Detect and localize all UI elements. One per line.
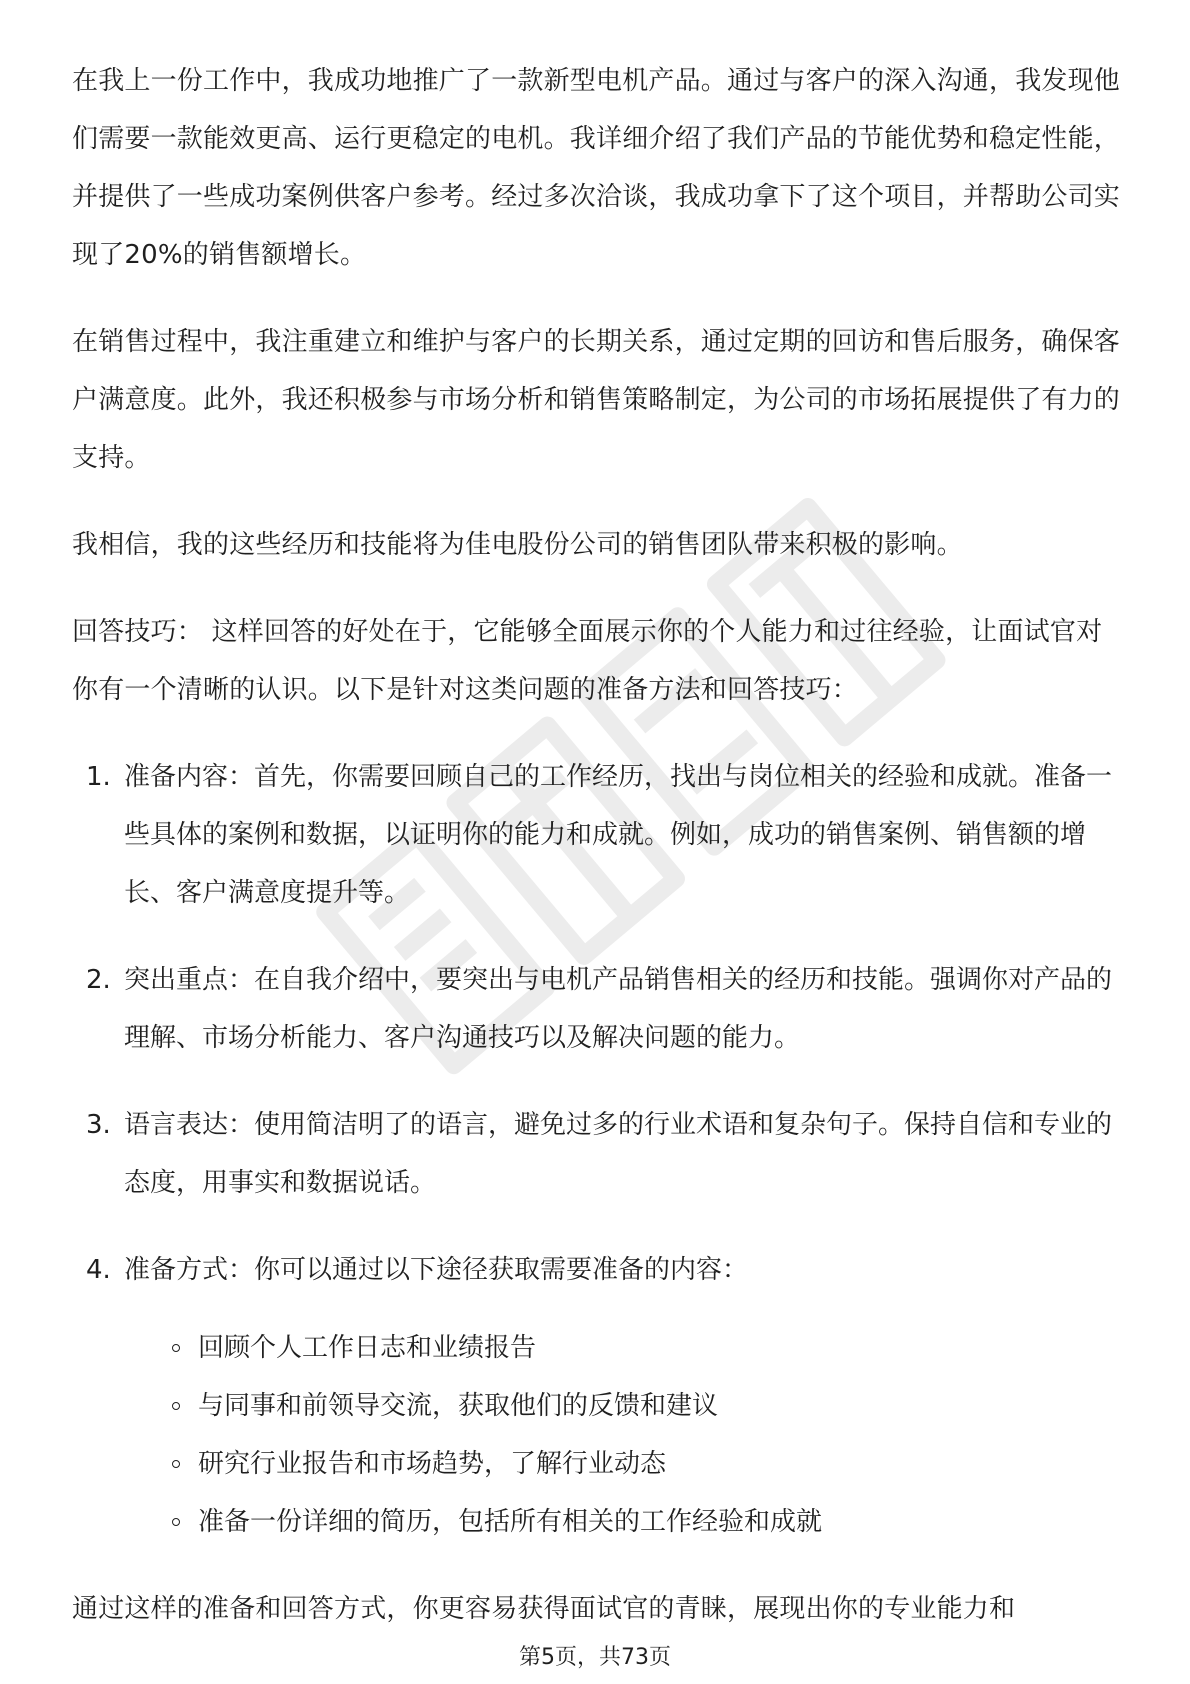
list-number: 3. — [86, 1110, 111, 1140]
list-item — [72, 1241, 1122, 1299]
sub-list-item — [172, 1493, 1122, 1551]
sub-list-item — [172, 1377, 1122, 1435]
bullet-icon — [172, 1344, 180, 1352]
tips-list — [72, 748, 1122, 1299]
list-item — [72, 951, 1122, 1067]
page-number: 第5页，共73页 — [519, 1645, 671, 1670]
sub-list-item-text: 回顾个人工作日志和业绩报告 — [198, 1333, 537, 1363]
list-item — [72, 1096, 1122, 1212]
sub-list-item-text: 与同事和前领导交流，获取他们的反馈和建议 — [198, 1391, 719, 1421]
list-number: 1. — [86, 762, 111, 792]
closing-paragraph: 通过这样的准备和回答方式，你更容易获得面试官的青睐，展现出你的专业能力和 — [72, 1594, 1016, 1624]
sub-list-item-text: 准备一份详细的简历，包括所有相关的工作经验和成就 — [198, 1507, 823, 1537]
answer-tips-paragraph: 回答技巧： 这样回答的好处在于，它能够全面展示你的个人能力和过往经验，让面试官对你有一个清晰的认识。以下是针对这类问题的准备方法和回答技巧： — [72, 617, 1103, 705]
paragraph: 在销售过程中，我注重建立和维护与客户的长期关系，通过定期的回访和售后服务，确保客户满意度。此外，我还积极参与市场分析和销售策略制定，为公司的市场拓展提供了有力的支持。 — [72, 327, 1121, 473]
bullet-icon — [172, 1460, 180, 1468]
paragraph: 在我上一份工作中，我成功地推广了一款新型电机产品。通过与客户的深入沟通，我发现他们需要一款能效更高、运行更稳定的电机。我详细介绍了我们产品的节能优势和稳定性能，并提供了一些成功案例供客户参考。经过多次洽谈，我成功拿下了这个项目，并帮助公司实现了20%的销售额增长。 — [72, 66, 1121, 270]
sub-list-item-text: 研究行业报告和市场趋势，了解行业动态 — [198, 1449, 667, 1479]
list-item-text: 突出重点：在自我介绍中，要突出与电机产品销售相关的经历和技能。强调你对产品的理解、市场分析能力、客户沟通技巧以及解决问题的能力。 — [124, 965, 1113, 1053]
list-number: 4. — [86, 1255, 111, 1285]
list-item-text: 准备内容：首先，你需要回顾自己的工作经历，找出与岗位相关的经验和成就。准备一些具体的案例和数据，以证明你的能力和成就。例如，成功的销售案例、销售额的增长、客户满意度提升等。 — [124, 762, 1113, 908]
bullet-icon — [172, 1402, 180, 1410]
paragraph: 我相信，我的这些经历和技能将为佳电股份公司的销售团队带来积极的影响。 — [72, 530, 963, 560]
bullet-icon — [172, 1518, 180, 1526]
list-number: 2. — [86, 965, 111, 995]
sub-list-item — [172, 1435, 1122, 1493]
list-item-text: 语言表达：使用简洁明了的语言，避免过多的行业术语和复杂句子。保持自信和专业的态度，用事实和数据说话。 — [124, 1110, 1113, 1198]
list-item — [72, 748, 1122, 922]
sub-list-item — [172, 1319, 1122, 1377]
document-body — [72, 52, 1122, 1667]
list-item-text: 准备方式：你可以通过以下途径获取需要准备的内容： — [124, 1255, 749, 1285]
sub-list — [72, 1319, 1122, 1551]
